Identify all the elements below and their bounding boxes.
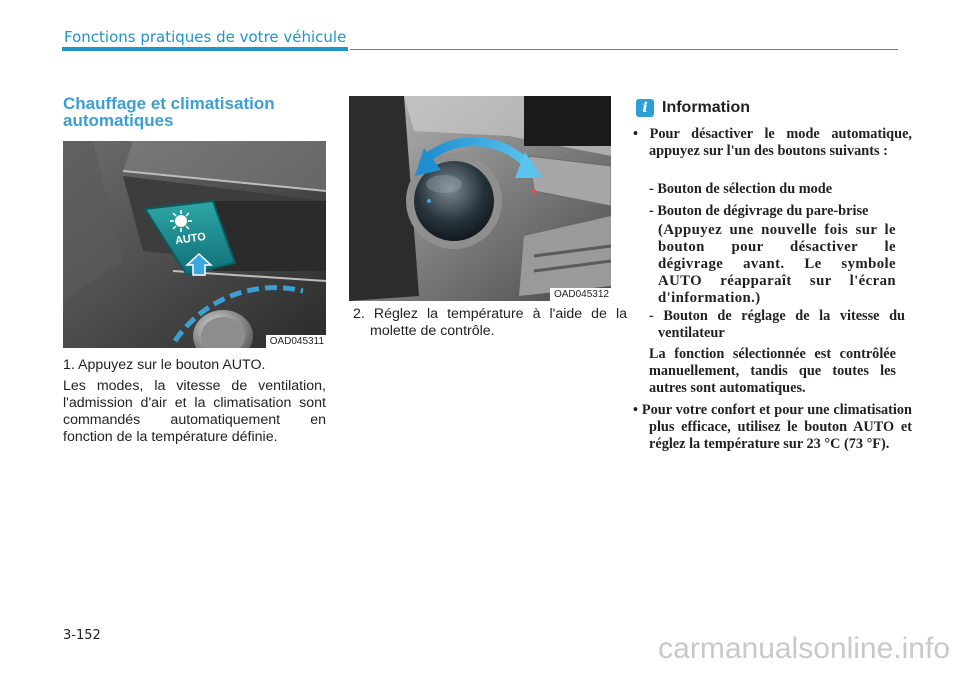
page-number: 3-152 — [63, 628, 101, 643]
info-dash-2: - Bouton de dégivrage du pare-brise — [649, 203, 869, 219]
info-bullet-1: • Pour désactiver le mode automatique, appuyez sur l'un des boutons suivants : — [633, 126, 912, 159]
info-note: (Appuyez une nouvelle fois sur le bouton pour désactiver le dégivrage avant. Le symbole AUTO réapparaît sur l'écran d'information.) — [658, 222, 896, 306]
step-2: 2. Réglez la température à l'aide de la molette de contrôle. — [353, 306, 627, 339]
info-icon: i — [636, 99, 654, 117]
section-title: Chauffage et climatisation automatiques — [63, 94, 275, 130]
watermark: carmanualsonline.info — [658, 632, 950, 665]
auto-description: Les modes, la vitesse de ventilation, l'admission d'air et la climatisation sont commandés automatiquement en fonction de la température définie. — [63, 378, 326, 445]
auto-button-photo — [63, 141, 326, 348]
info-title: Information — [662, 99, 750, 116]
auto-button-label: AUTO — [174, 230, 207, 248]
auto-button-illustration — [63, 141, 326, 348]
section-header: Fonctions pratiques de votre véhicule — [64, 28, 347, 46]
temperature-knob-illustration — [349, 96, 611, 301]
info-dash-1: - Bouton de sélection du mode — [649, 181, 833, 197]
info-paragraph: La fonction sélectionnée est contrôlée manuellement, tandis que toutes les autres sont automatiques. — [649, 346, 896, 396]
image-code: OAD045312 — [550, 288, 611, 301]
temperature-knob-photo — [349, 96, 611, 301]
image-code: OAD045311 — [266, 335, 326, 348]
step-1: 1. Appuyez sur le bouton AUTO. — [63, 357, 266, 373]
info-bullet-2: • Pour votre confort et pour une climatisation plus efficace, utilisez le bouton AUTO et réglez la température sur 23 °C (73 °F). — [633, 402, 912, 452]
info-dash-3: - Bouton de réglage de la vitesse du ventilateur — [649, 308, 905, 341]
header-rule-thin — [350, 49, 898, 50]
header-rule-thick — [62, 47, 348, 51]
